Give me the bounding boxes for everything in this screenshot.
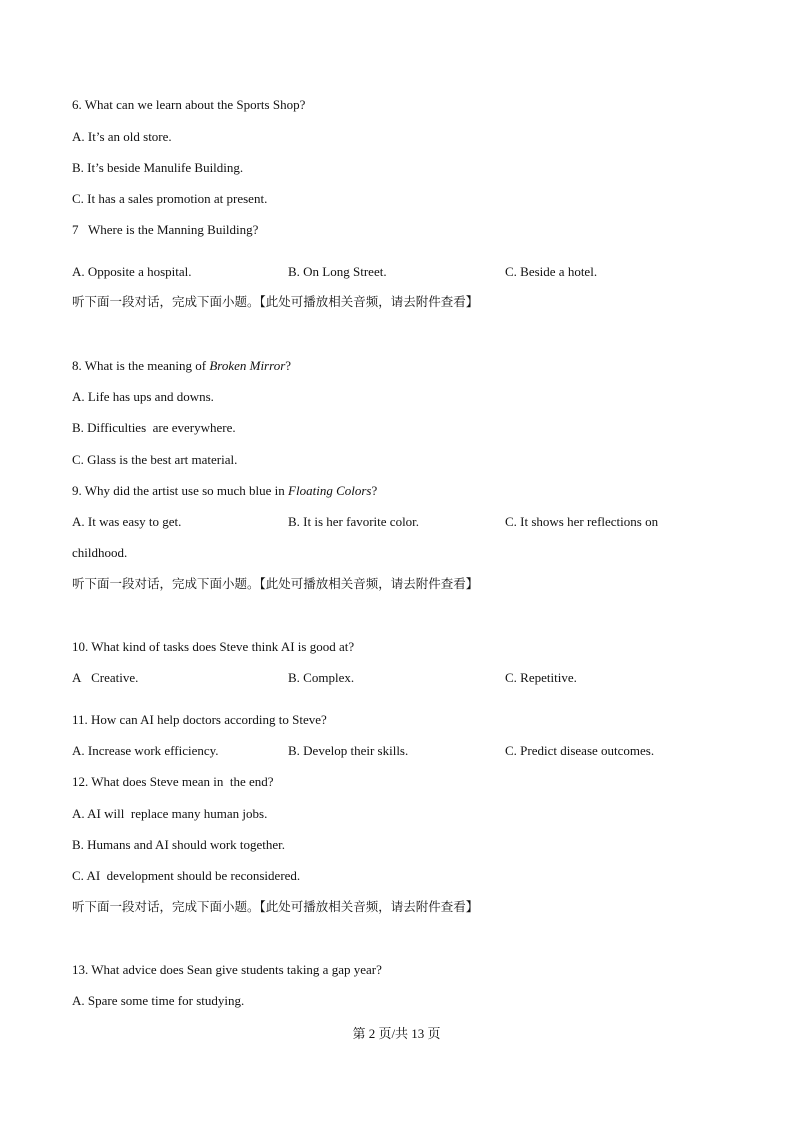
- question-12-option-b: B. Humans and AI should work together.: [72, 837, 286, 852]
- question-9-option-c-continued: childhood.: [72, 545, 128, 560]
- question-10-option-a: A Creative.: [72, 670, 139, 685]
- question-12-option-c: C. AI development should be reconsidered.: [72, 868, 301, 883]
- question-9-artwork-title: Floating Colors: [288, 483, 372, 498]
- question-10-stem: 10. What kind of tasks does Steve think AI is good at?: [72, 639, 355, 654]
- question-9-stem-text: 9. Why did the artist use so much blue in: [72, 483, 289, 498]
- question-11-option-a: A. Increase work efficiency.: [72, 743, 219, 758]
- question-8-option-a: A. Life has ups and downs.: [72, 389, 214, 404]
- question-12-stem: 12. What does Steve mean in the end?: [72, 774, 274, 789]
- question-10-option-b: B. Complex.: [288, 670, 355, 685]
- question-12-option-a: A. AI will replace many human jobs.: [72, 806, 268, 821]
- question-10-option-c: C. Repetitive.: [505, 670, 577, 685]
- question-8-stem: [72, 358, 291, 374]
- question-9-option-b: B. It is her favorite color.: [288, 514, 420, 529]
- question-9-stem: [72, 483, 377, 499]
- question-11-stem: 11. How can AI help doctors according to Steve?: [72, 712, 327, 727]
- question-13-option-a: A. Spare some time for studying.: [72, 993, 245, 1008]
- question-11-option-c: C. Predict disease outcomes.: [505, 743, 655, 758]
- question-6-option-c: C. It has a sales promotion at present.: [72, 191, 268, 206]
- question-9-option-c: C. It shows her reflections on: [505, 514, 659, 529]
- question-6-stem: 6. What can we learn about the Sports Shop?: [72, 97, 306, 112]
- question-8-option-c: C. Glass is the best art material.: [72, 452, 238, 467]
- question-11-option-b: B. Develop their skills.: [288, 743, 409, 758]
- question-7-option-a: A. Opposite a hospital.: [72, 264, 192, 279]
- question-6-option-b: B. It’s beside Manulife Building.: [72, 160, 244, 175]
- question-6-option-a: A. It’s an old store.: [72, 129, 172, 144]
- listening-instruction-1: 听下面一段对话，完成下面小题。【此处可播放相关音频，请去附件查看】: [72, 294, 479, 309]
- listening-instruction-3: 听下面一段对话，完成下面小题。【此处可播放相关音频，请去附件查看】: [72, 899, 479, 914]
- question-7-option-c: C. Beside a hotel.: [505, 264, 598, 279]
- question-8-stem-end: ?: [285, 358, 292, 373]
- listening-instruction-2: 听下面一段对话，完成下面小题。【此处可播放相关音频，请去附件查看】: [72, 576, 479, 591]
- question-13-stem: 13. What advice does Sean give students taking a gap year?: [72, 962, 382, 977]
- question-9-stem-end: ?: [371, 483, 378, 498]
- question-8-option-b: B. Difficulties are everywhere.: [72, 420, 236, 435]
- question-8-artwork-title: Broken Mirror: [209, 358, 286, 373]
- question-9-option-a: A. It was easy to get.: [72, 514, 182, 529]
- question-8-stem-text: 8. What is the meaning of: [72, 358, 210, 373]
- question-7-option-b: B. On Long Street.: [288, 264, 387, 279]
- page-footer: 第 2 页/共 13 页: [352, 1026, 441, 1041]
- question-7-stem: 7 Where is the Manning Building?: [72, 222, 259, 237]
